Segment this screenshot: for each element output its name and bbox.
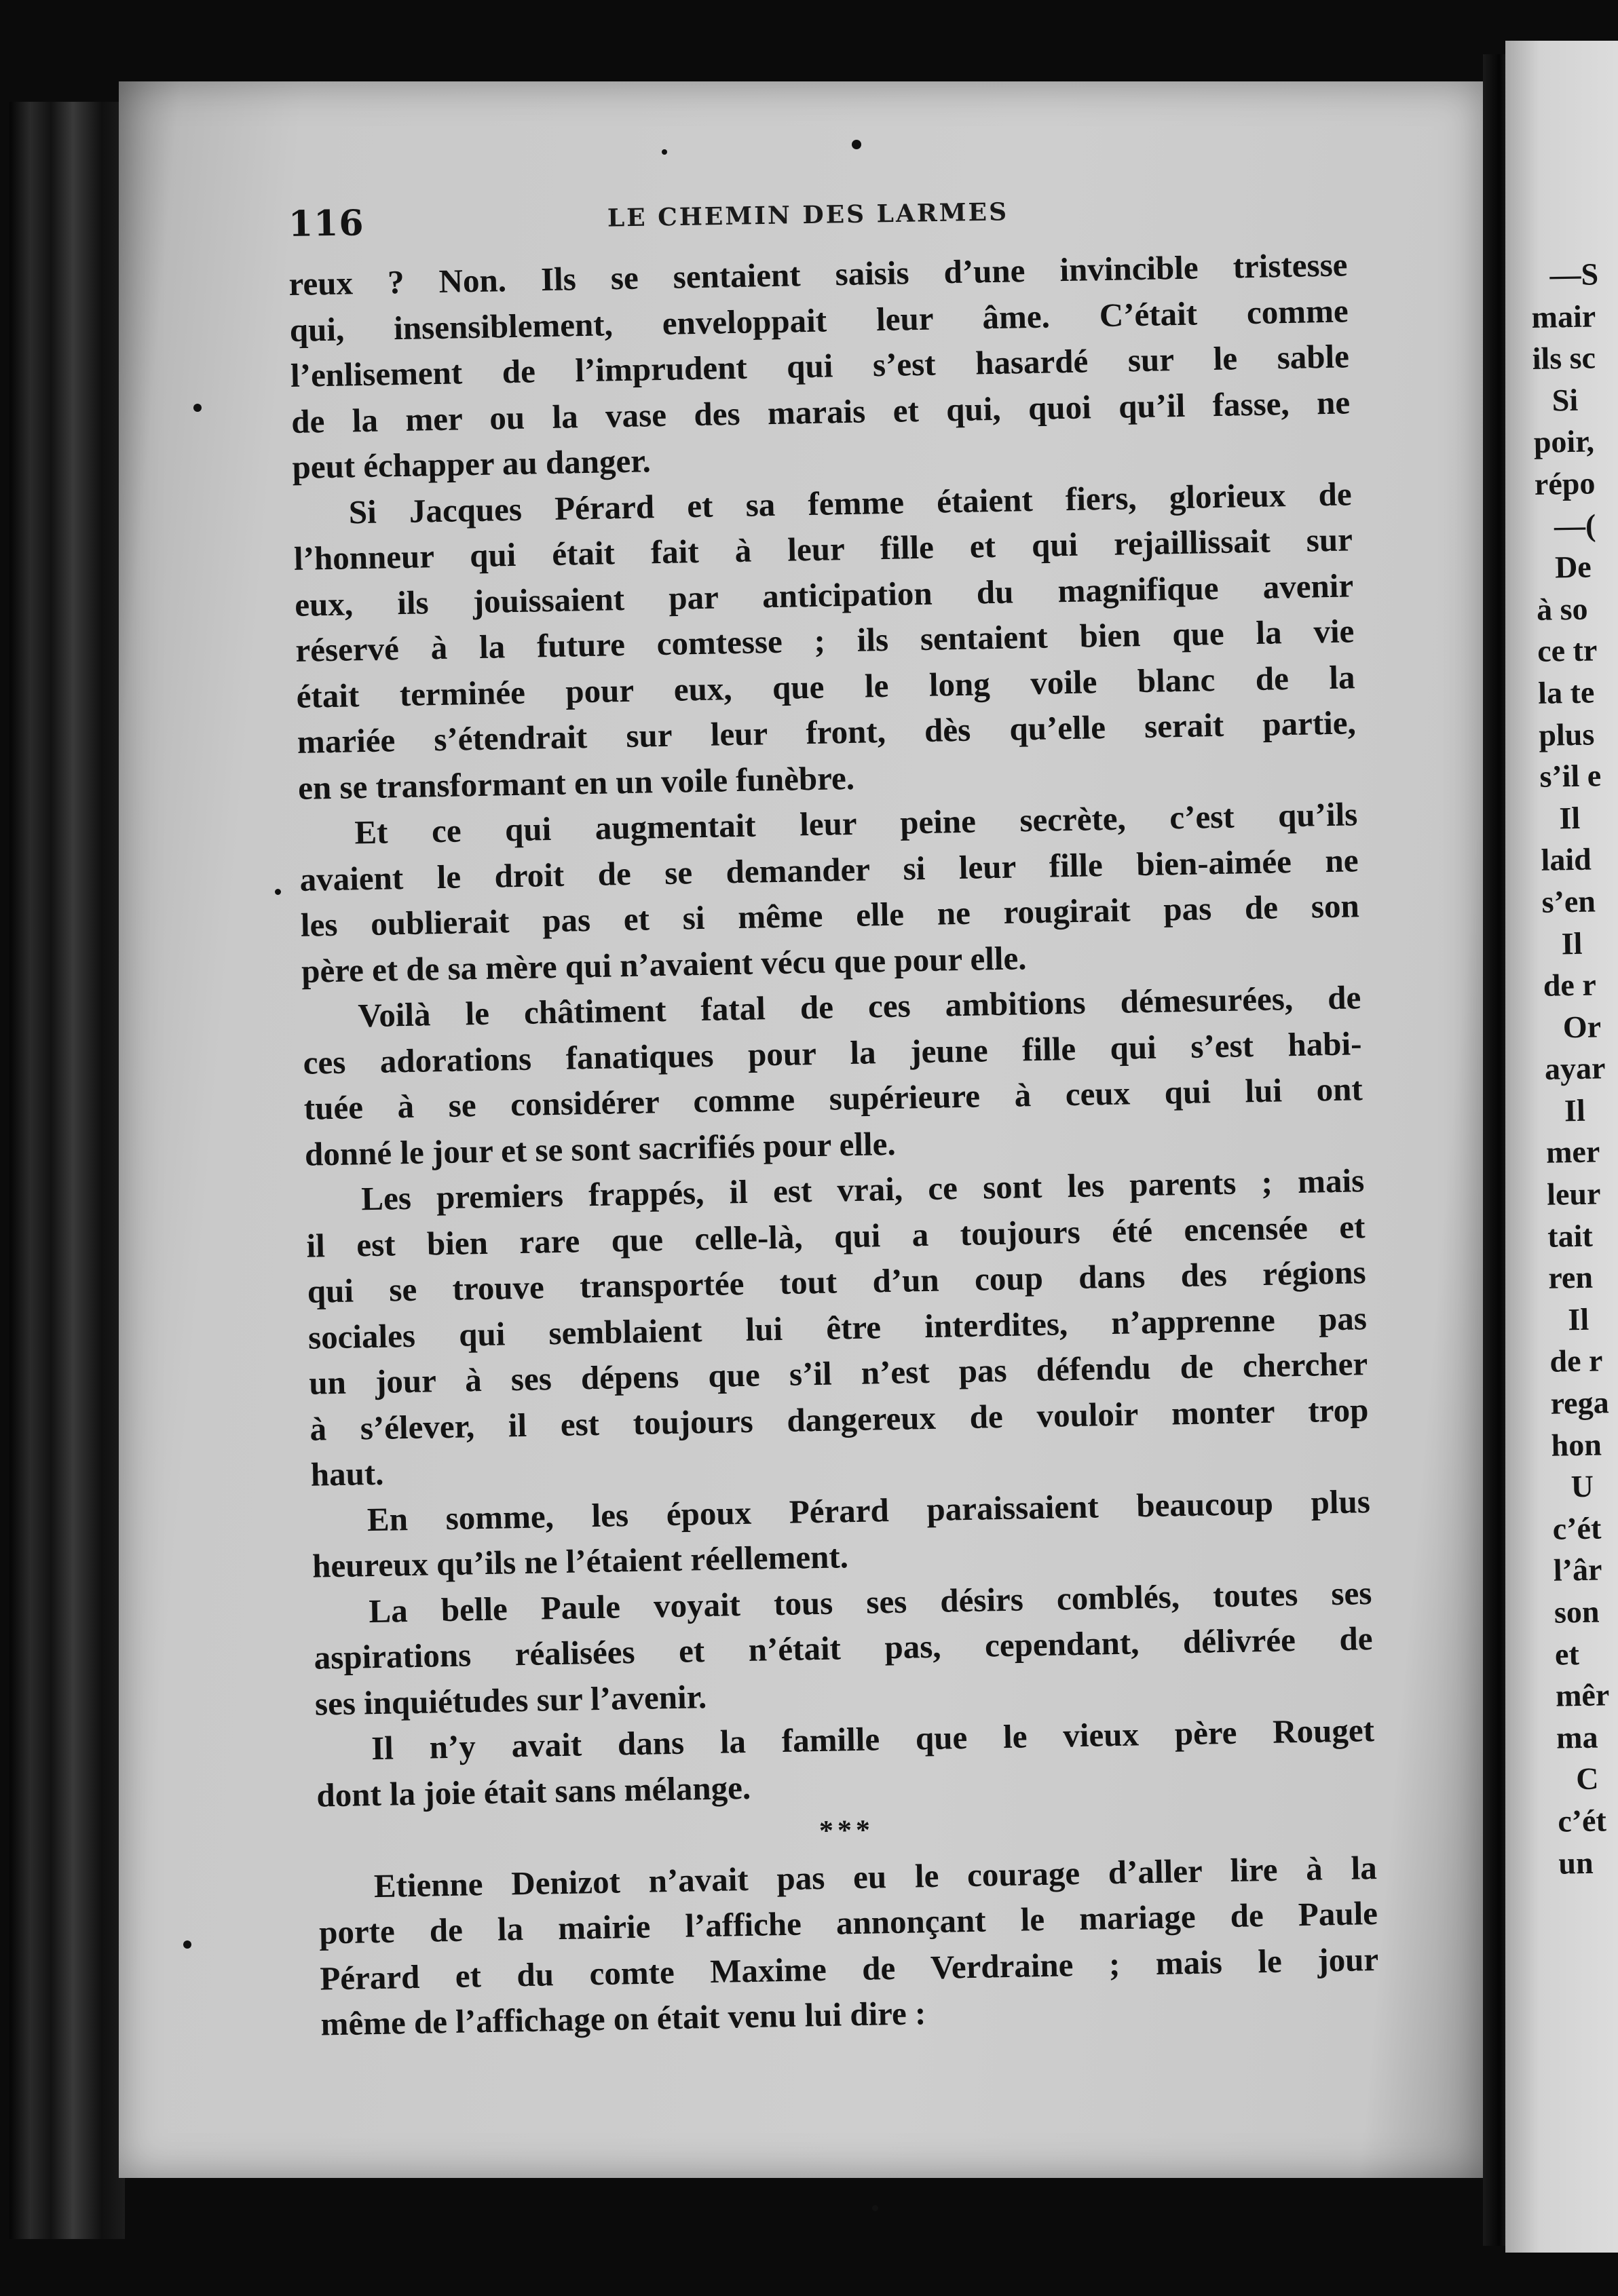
text-line: même de l’affichage on était venu lui dire :	[320, 1994, 926, 2043]
text-line: La belle Paule voyait tous ses désirs comblés, toutes ses	[368, 1573, 1372, 1630]
right-page-fragment: Il	[1567, 1301, 1589, 1337]
right-page-fragment: mêr	[1555, 1677, 1610, 1713]
right-page-fragment: mer	[1545, 1134, 1600, 1170]
right-page-fragment: Il	[1564, 1092, 1586, 1128]
text-line: un jour à ses dépens que s’il n’est pas défendu de chercher	[308, 1345, 1368, 1402]
right-page-fragment: Il	[1561, 925, 1583, 961]
text-line: qui, insensiblement, enveloppait leur âme. C’était comme	[289, 291, 1349, 349]
text-line: de la mer ou la vase des marais et qui, quoi qu’il fasse, ne	[290, 383, 1351, 440]
text-line: réservé à la future comtesse ; ils sentaient bien que la vie	[295, 612, 1355, 669]
text-line: aspirations réalisées et n’était pas, cependant, délivrée de	[314, 1620, 1373, 1677]
right-page-fragment: —(	[1554, 507, 1596, 543]
right-page-fragment: Il	[1559, 800, 1581, 836]
text-line: mariée s’étendrait sur leur front, dès qu’elle serait partie,	[297, 704, 1357, 761]
right-page-fragment: et	[1554, 1636, 1580, 1672]
text-line: heureux qu’ils ne l’étaient réellement.	[312, 1537, 849, 1585]
right-page-fragment: ayar	[1544, 1050, 1606, 1087]
right-page-fragment: De	[1554, 549, 1592, 585]
speck	[193, 404, 202, 412]
right-page-fragment: hon	[1551, 1427, 1602, 1463]
text-line: sociales qui semblaient lui être interdites, n’apprenne pas	[307, 1299, 1368, 1356]
text-line: Si Jacques Pérard et sa femme étaient fiers, glorieux de	[348, 474, 1353, 531]
right-page-fragment: poir,	[1533, 423, 1595, 460]
text-line: l’honneur qui était fait à leur fille et qui rejaillissait sur	[293, 520, 1353, 577]
text-line: Voilà le châtiment fatal de ces ambitions démesurées, de	[357, 978, 1361, 1035]
right-page-fragment: répo	[1534, 465, 1596, 501]
right-page-fragment: c’ét	[1557, 1803, 1607, 1839]
speck	[662, 149, 667, 155]
text-line: En somme, les époux Pérard paraissaient beaucoup plus	[366, 1482, 1371, 1538]
section-separator: ***	[819, 1814, 875, 1848]
text-line: peut échapper au danger.	[292, 442, 652, 486]
text-line: les oublierait pas et si même elle ne rougirait pas de son	[300, 887, 1360, 944]
text-line: reux ? Non. Ils se sentaient saisis d’une invincible tristesse	[288, 246, 1348, 303]
right-page-fragment: mair	[1531, 298, 1596, 334]
right-page-fragment: l’âr	[1553, 1552, 1602, 1588]
right-page-fragment: la te	[1537, 674, 1595, 710]
text-line: porte de la mairie l’affiche annonçant le mariage de Paule	[318, 1894, 1378, 1951]
right-page-fragment: de r	[1543, 967, 1597, 1003]
right-page-fragment: U	[1570, 1468, 1594, 1504]
right-page-fragment: ma	[1556, 1719, 1598, 1755]
running-title: LE CHEMIN DES LARMES	[607, 197, 1009, 233]
speck	[872, 2205, 878, 2211]
book-spine	[10, 102, 125, 2239]
page-number: 116	[288, 202, 365, 245]
right-page-fragment: ren	[1547, 1259, 1594, 1296]
right-page-fragment: laid	[1541, 841, 1592, 878]
right-page-fragment: C	[1575, 1761, 1599, 1797]
text-line: qui se trouve transportée tout d’un coup dans des régions	[307, 1253, 1367, 1310]
right-page-fragment: ils sc	[1532, 340, 1596, 377]
text-line: dont la joie était sans mélange.	[316, 1768, 751, 1814]
right-page-fragment: leur	[1546, 1176, 1601, 1212]
text-line: l’enlisement de l’imprudent qui s’est hasardé sur le sable	[290, 337, 1350, 394]
text-line: en se transformant en un voile funèbre.	[297, 759, 855, 807]
right-page-fragment: à so	[1536, 591, 1588, 627]
right-page-fragment: de r	[1549, 1343, 1603, 1379]
text-line: Les premiers frappés, il est vrai, ce sont les parents ; mais	[360, 1162, 1365, 1218]
right-page-fragment: Si	[1551, 382, 1579, 418]
text-line: ses inquiétudes sur l’avenir.	[314, 1677, 707, 1723]
text-line: ces adorations fanatiques pour la jeune fille qui s’est habi-	[303, 1024, 1362, 1082]
right-page-fragment: —S	[1549, 256, 1599, 292]
right-page-fragment: s’il e	[1539, 758, 1602, 795]
speck	[852, 140, 861, 149]
text-line: haut.	[310, 1454, 384, 1493]
right-page-fragment: un	[1558, 1845, 1594, 1881]
right-page-fragment: s’en	[1541, 883, 1596, 919]
text-line: donné le jour et se sont sacrifiés pour elle.	[304, 1124, 897, 1173]
right-page-fragment: tait	[1547, 1218, 1594, 1254]
text-line: Et ce qui augmentait leur peine secrète, c’est qu’ils	[354, 795, 1358, 852]
body-text	[288, 242, 1380, 2047]
text-line: à s’élever, il est toujours dangereux de vouloir monter trop	[309, 1390, 1369, 1448]
text-line: tuée à se considérer comme supérieure à ceux qui lui ont	[303, 1070, 1363, 1127]
text-line: Pérard et du comte Maxime de Verdraine ; mais le jour	[319, 1940, 1379, 1997]
right-page-fragment: c’ét	[1552, 1510, 1602, 1546]
right-page-fragment: son	[1554, 1594, 1600, 1630]
right-page-fragment: Or	[1562, 1009, 1602, 1045]
right-page-fragment: plus	[1538, 716, 1595, 752]
text-line: avaient le droit de se demander si leur fille bien-aimée ne	[299, 841, 1359, 898]
text-line: Etienne Denizot n’avait pas eu le courage d’aller lire à la	[373, 1848, 1378, 1905]
text-line: père et de sa mère qui n’avaient vécu que pour elle.	[301, 938, 1027, 990]
speck	[275, 889, 281, 895]
speck	[183, 1940, 191, 1949]
text-line: était terminée pour eux, que le long voile blanc de la	[296, 657, 1355, 715]
text-line: il est bien rare que celle-là, qui a toujours été encensée et	[306, 1207, 1366, 1265]
right-page-fragment: ce tr	[1537, 632, 1598, 669]
text-line: eux, ils jouissaient par anticipation du magnifique avenir	[294, 566, 1354, 624]
text-line: Il n’y avait dans la famille que le vieux père Rouget	[371, 1711, 1375, 1767]
right-page-fragment: rega	[1550, 1385, 1610, 1421]
